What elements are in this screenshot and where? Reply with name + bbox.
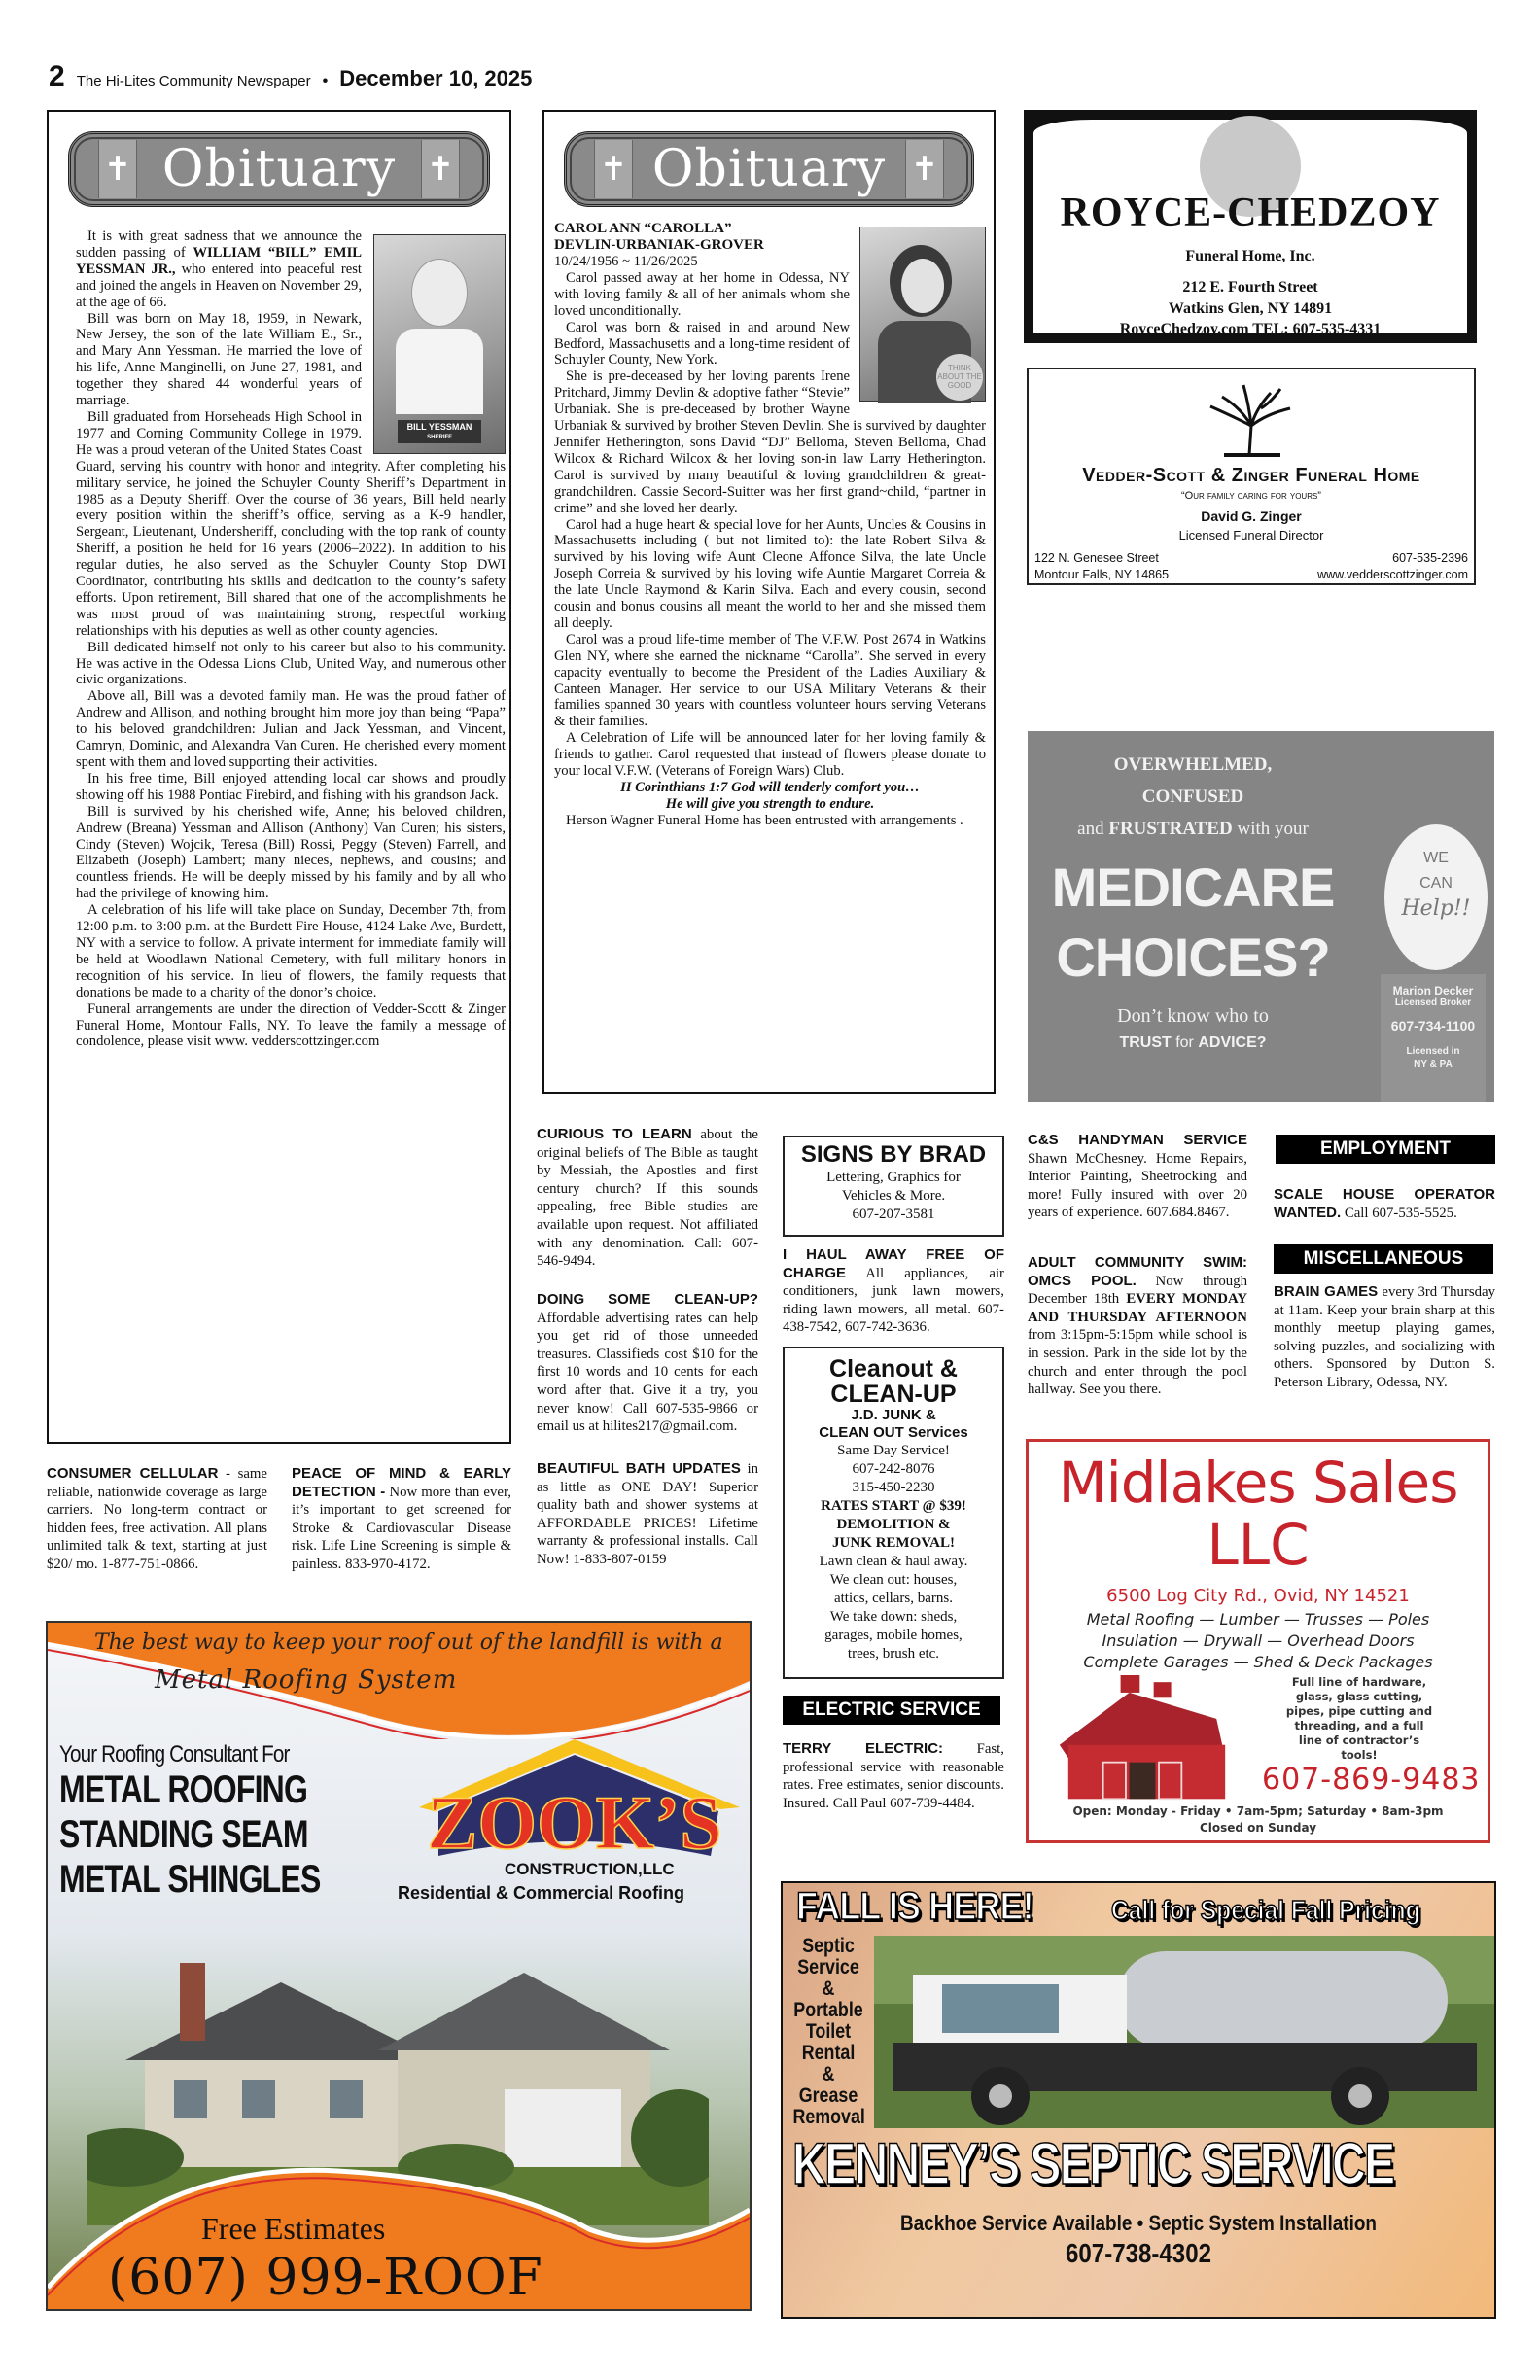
medicare-ad: [1028, 731, 1494, 1102]
phone-number: 607-734-1100: [1390, 1018, 1476, 1033]
phone-number: 607-535-2396: [1392, 551, 1468, 565]
headline-line: CONFUSED: [1141, 787, 1244, 807]
obit-paragraph: Carol had a huge heart & special love for her Aunts, Uncles & Cousins in Massachusetts including ( but not limited to): the late Robert Silva & survived by his loving wife Aunt Cleone Affonce Silva, the late Uncle Joseph Correia & survived by his loving wife Auntie Margaret Correia & the late Uncle Raymond & Karin Silva. Each and every cousin, second cousin and bonus cousins all meant the world to her and she missed them all deeply.: [554, 516, 986, 631]
classified-heading: TERRY ELECTRIC:: [783, 1740, 944, 1757]
nameplate: [398, 420, 481, 443]
question-text: ADVICE?: [1198, 1034, 1267, 1051]
broker-panel: [1381, 974, 1486, 1102]
ad-line: Same Day Service!: [837, 1443, 950, 1458]
obit-paragraph: A Celebration of Life will be announced later for her loving family & friends to gather. Carol requested that instead of flowers please donate to your local V.F.W. (Veterans of Foreign Wars) Club.: [554, 730, 986, 780]
obit-paragraph: Above all, Bill was a devoted family man. He was the proud father of Andrew and Allison, and nothing brought him more joy than being “Papa” to his beloved grandchildren: Julian and Jack Yessman, and Vincent, Camryn, Dominic, and Alexandra Van Curen. He cherished every moment spent with them and loved supporting their activities.: [76, 688, 506, 770]
service-item: Rental: [801, 2042, 856, 2064]
kenneys-footer: [783, 2210, 1494, 2270]
obit-paragraph: Carol was a proud life-time member of The V.F.W. Post 2674 in Watkins Glen NY, where she earned the nickname “Carolla”. She served in every capacity eventually to become the President of the Ladies Auxiliary & Canteen Manager. Her service to our USA Military Veterans & their families spanned 30 years with countless volunteer hours serving Veterans & their families.: [554, 631, 986, 730]
tree-logo-icon: [1203, 379, 1300, 459]
classified-body: EVERY MONDAY AND THURSDAY AFTERNOON: [1028, 1291, 1247, 1325]
classified-body: Now through December 18th: [1028, 1273, 1247, 1308]
obituary-banner: [68, 131, 490, 207]
classified-heading: BEAUTIFUL BATH UPDATES: [537, 1460, 741, 1477]
license-text: Licensed in: [1406, 1046, 1460, 1057]
company-name: CONSTRUCTION,LLC: [505, 1860, 675, 1878]
service-item: Toilet: [805, 2020, 852, 2043]
obit-paragraph: Bill is survived by his cherished wife, Anne; his beloved children, Andrew (Breana) Yessman and Allison (Anthony) Van Curen; his sisters, Cindy (Steven) Wojcik, Teresa (Bill) Rossi, Peggy (Steven) Farrell, and Elizabeth (Joseph) Lambert; many nieces, nephews, and cousins; and countless friends. He will be deeply missed by his family and by all who had the privilege of knowing him.: [76, 803, 506, 902]
headline-text: with your: [1232, 819, 1309, 839]
bubble-text: WE: [1423, 850, 1449, 866]
obit-paragraph: Bill graduated from Horseheads High School in 1977 and Corning Community College in 1979. He was a proud veteran of the United States Coast Guard, serving his country with honor and integrity. After completing his military service, he joined the Schuyler County Sheriff’s Department in 1985 as a Deputy Sheriff. Over the course of 36 years, Bill held nearly every position within the sheriff’s office, serving as a K-9 handler, Sergeant, Lieutenant, Undersheriff, concluding with the top rank of county Sheriff, a position he held for 16 years (2006–2022). In addition to his regular duties, he also served as the Schuyler County Stop DWI Coordinator, contributing his skills and dedication to the county’s safety efforts. Upon retirement, Bill shared that one of the accomplishments he was most proud of was maintaining strong, respectful working relationships with his deputies as well as other county agencies.: [76, 408, 506, 639]
vedder-scott-ad: [1027, 368, 1476, 585]
ad-line: We take down: sheds,: [829, 1609, 958, 1625]
obit-paragraph: In his free time, Bill enjoyed attending local car shows and proudly showing off his 1988 Pontiac Firebird, and fishing with his grandson Jack.: [76, 770, 506, 803]
classified-haul-away: [783, 1246, 1004, 1337]
zooks-construction-ad: [46, 1621, 752, 2311]
classified-brain-games: [1274, 1283, 1495, 1392]
address-line: 212 E. Fourth Street: [1182, 279, 1318, 296]
classified-heading: CURIOUS TO LEARN: [537, 1126, 692, 1142]
midlakes-sales-ad: [1026, 1439, 1490, 1843]
obituary-banner-title: Obituary: [651, 140, 887, 198]
hardware-note: Full line of hardware, glass, glass cutting, pipes, pipe cutting and threading, and a full line of contractor’s tools!: [1285, 1675, 1433, 1762]
phone-number: 607-242-8076: [852, 1461, 935, 1477]
product-list: [1029, 1609, 1488, 1673]
service-item: &: [822, 2063, 835, 2085]
ad-address: [1034, 550, 1169, 583]
jd-junk-ad: [783, 1347, 1004, 1679]
ad-headline: [1028, 749, 1358, 845]
classified-heading: SCALE HOUSE OPERATOR WANTED.: [1274, 1186, 1495, 1221]
ad-title: CLEAN-UP: [830, 1381, 957, 1408]
hours-line: Closed on Sunday: [1199, 1821, 1317, 1835]
bubble-text: Help!!: [1401, 896, 1471, 921]
classified-body: Affordable advertising rates can help you get rid of those unneeded treasures. Classifieds cost $10 for the first 10 words and 10 cents for each word after that. Give it a try, you never know! Call 607-535-9866 or email us at hilites217@gmail.com.: [537, 1310, 758, 1435]
red-barn-image: [1040, 1675, 1244, 1802]
obit-text: It is with great sadness that we announce the sudden passing of: [76, 228, 362, 261]
obit-paragraph: Bill was born on May 18, 1959, in Newark, New Jersey, the son of the late William E., Sr., and Mary Ann Yessman. He married the love of his life, Anne Manginelli, on June 27, 1981, and together they shared 44 wonderful years of marriage.: [76, 310, 362, 409]
company-name: Midlakes Sales: [1058, 1450, 1458, 1516]
ad-line: Lawn clean & haul away.: [819, 1554, 968, 1569]
portrait-photo: [859, 227, 986, 402]
ad-contact: RoyceChedzoy.com TEL: 607-535-4331: [1119, 321, 1382, 337]
ad-tagline: The best way to keep your roof out of the landfill is with a: [94, 1630, 723, 1655]
classified-handyman: [1028, 1132, 1247, 1222]
director-name: David G. Zinger: [1201, 508, 1302, 524]
classified-heading: I HAUL AWAY FREE OF CHARGE: [783, 1246, 1004, 1281]
classified-consumer-cellular: [47, 1465, 267, 1574]
classified-body: All appliances, air conditioners, junk lawn mowers, riding lawn mowers, all metal. 607-438-7542, 607-742-3636.: [783, 1265, 1004, 1336]
classified-body: Fast, professional service with reasonable rates. Free estimates, senior discounts. Insured. Call Paul 607-739-4484.: [783, 1741, 1004, 1811]
obit-paragraph: Funeral arrangements are under the direction of Vedder-Scott & Zinger Funeral Home, Montour Falls, NY. To leave the family a message of condolence, please visit www. vedderscottzinger.com: [76, 1000, 506, 1050]
classified-scale-house: [1274, 1186, 1495, 1222]
ad-line: JUNK REMOVAL!: [832, 1535, 955, 1551]
headline-text: FRUSTRATED: [1108, 819, 1233, 839]
license-info: [1381, 1045, 1486, 1070]
phone-number: 607-869-9483: [1262, 1763, 1481, 1797]
product-line: Complete Garages — Shed & Deck Packages: [1083, 1653, 1433, 1671]
obit-text: who entered into peaceful rest and joined the angels in Heaven on November 29, at the age of 66.: [76, 261, 362, 310]
speech-bubble-icon: [1384, 824, 1488, 970]
ad-line: We clean out: houses,: [829, 1572, 958, 1588]
service-item: METAL SHINGLES: [59, 1858, 321, 1901]
obituary-banner: [564, 131, 974, 207]
obit-paragraph: She is pre-deceased by her loving parents Irene Pritchard, Jimmy Devlin & adoptive father “Stevie” Urbaniak. She is pre-deceased by brother Wayne Urbaniak & survived by brother Steven Devlin. She is survived by daughter Jennifer Hetherington, sons David “DJ” Belloma, Steven Belloma, Chad Wilcox & Richard Wilcox & her loving son-in law Larry Hetherington. Carol is survived by many beautiful & loving grandchildren & great-grandchildren. Cassie Secord-Suitter was her first grand~child, “partner in crime” and she loved her dearly.: [554, 368, 986, 516]
license-text: NY & PA: [1414, 1059, 1452, 1069]
ad-line: DEMOLITION &: [836, 1517, 951, 1532]
classified-body: Now more than ever, it’s important to get screened for Stroke & Cardiovascular Disease risk. Life Line Screening is simple & painless. 833-970-4172.: [292, 1484, 511, 1572]
obit-paragraph: Carol passed away at her home in Odessa, NY with loving family & all of her animals whom she loved unconditionally.: [554, 269, 850, 319]
service-item: Portable: [793, 1999, 863, 2021]
address-line: Montour Falls, NY 14865: [1034, 568, 1170, 581]
classified-body: Shawn McChesney. Home Repairs, Interior Painting, Sheetrocking and more! Fully insured with over 20 years of experience. 607.684.8467.: [1028, 1150, 1247, 1221]
classified-body: every 3rd Thursday at 11am. Keep your brain sharp at this monthly meetup playing games, solving puzzles, and socializing with others. Sponsored by Dutton S. Peterson Library, Odessa, NY.: [1274, 1284, 1495, 1390]
ad-big-text: MEDICARE: [1051, 857, 1335, 918]
page-number: 2: [49, 60, 65, 92]
funeral-home-name: ROYCE-CHEDZOY: [1060, 191, 1441, 235]
phone-number: 607-207-3581: [852, 1207, 935, 1222]
classified-heading: BRAIN GAMES: [1274, 1283, 1379, 1300]
address-line: Watkins Glen, NY 14891: [1168, 300, 1333, 317]
issue-date: December 10, 2025: [339, 66, 533, 90]
broker-title: Licensed Broker: [1394, 998, 1472, 1008]
ad-title: SIGNS BY BRAD: [800, 1141, 987, 1168]
classified-body: - same reliable, nationwide coverage as large carriers. No long-term contract or hidden fees, free activation. All plans unlimited talk & text, starting at just $20/ mo. 1-877-751-0866.: [47, 1466, 267, 1572]
ad-headline: FALL IS HERE!: [796, 1885, 1033, 1928]
ad-subtitle: Residential & Commercial Roofing: [398, 1883, 685, 1903]
page-header: [49, 60, 532, 99]
phone-number: 315-450-2230: [852, 1480, 935, 1495]
ad-line: Lettering, Graphics for: [826, 1170, 961, 1185]
classified-body: about the original beliefs of The Bible as taught by Messiah, the Apostles and first century church? If this sounds appealing, free Bible studies are available upon request. Not affiliated with any denomination. Call: 607-546-9494.: [537, 1127, 758, 1270]
company-name: LLC: [1207, 1512, 1310, 1578]
ad-line: garages, mobile homes,: [824, 1628, 962, 1643]
ad-subtitle: CLEAN OUT Services: [819, 1424, 968, 1441]
obit-paragraph: Herson Wagner Funeral Home has been entrusted with arrangements .: [566, 812, 963, 828]
classified-body: in as little as ONE DAY! Superior quality bath and shower systems at AFFORDABLE PRICES! Lifetime warranty & professional installs. Call Now! 1-833-807-0159: [537, 1461, 758, 1567]
phone-number: (607) 999-ROOF: [108, 2249, 543, 2307]
classified-cleanup: [537, 1291, 758, 1436]
service-item: METAL ROOFING: [59, 1768, 308, 1811]
section-header-employment: EMPLOYMENT: [1276, 1135, 1495, 1164]
ad-title: Cleanout &: [829, 1355, 958, 1382]
product-line: Metal Roofing — Lumber — Trusses — Poles: [1086, 1610, 1430, 1628]
ad-address: [1033, 277, 1467, 320]
ad-subtitle: J.D. JUNK &: [851, 1407, 936, 1423]
obituary-banner-title: Obituary: [161, 140, 397, 198]
classified-curious: [537, 1126, 758, 1271]
classified-heading: ADULT COMMUNITY SWIM: OMCS POOL.: [1028, 1254, 1247, 1289]
ad-tagline: Metal Roofing System: [155, 1665, 458, 1695]
funeral-home-name: Vedder-Scott & Zinger Funeral Home: [1082, 465, 1420, 486]
ad-question: Don’t know who to: [1117, 1005, 1269, 1027]
phone-number: 607-738-4302: [1066, 2238, 1211, 2268]
service-item: Septic: [802, 1935, 855, 1957]
royce-chedzoy-ad: [1024, 110, 1477, 343]
ad-line: RATES START @ $39!: [821, 1498, 966, 1514]
question-text: for: [1171, 1034, 1199, 1051]
headline-text: and: [1077, 819, 1109, 839]
ad-subtitle: Funeral Home, Inc.: [1185, 248, 1315, 264]
deceased-name: WILLIAM “BILL” EMIL YESSMAN JR.,: [76, 244, 362, 277]
scripture-verse: II Corinthians 1:7 God will tenderly comfort you…: [620, 780, 920, 795]
headline-line: [1028, 813, 1358, 845]
classified-heading: C&S HANDYMAN SERVICE: [1028, 1132, 1247, 1148]
section-header-miscellaneous: MISCELLANEOUS: [1274, 1244, 1493, 1274]
nameplate-name: BILL YESSMAN: [406, 422, 472, 432]
classified-terry-electric: [783, 1740, 1004, 1812]
kenneys-septic-ad: [781, 1881, 1496, 2319]
director-title: Licensed Funeral Director: [1178, 528, 1324, 542]
classified-bath: [537, 1460, 758, 1569]
life-dates: 10/24/1956 ~ 11/26/2025: [554, 254, 698, 269]
cross-lily-icon: ✝: [421, 140, 460, 198]
header-separator: •: [322, 73, 329, 89]
ad-question: [1028, 1034, 1358, 1052]
classified-heading: DOING SOME CLEAN-UP?: [537, 1291, 758, 1308]
question-text: TRUST: [1119, 1034, 1172, 1051]
service-item: Removal: [792, 2106, 865, 2128]
ad-address: 6500 Log City Rd., Ovid, NY 14521: [1106, 1586, 1410, 1606]
headline-line: OVERWHELMED,: [1113, 754, 1273, 775]
cross-lily-icon: ✝: [594, 140, 633, 198]
classified-swim: [1028, 1254, 1247, 1399]
zooks-logo-text: ZOOK’S: [427, 1780, 722, 1865]
cross-lily-icon: ✝: [98, 140, 137, 198]
classified-heading: PEACE OF MIND & EARLY DETECTION -: [292, 1465, 511, 1500]
portrait-photo: [373, 234, 506, 454]
classified-body: Call 607-535-5525.: [1341, 1205, 1457, 1221]
classified-peace-of-mind: [292, 1465, 511, 1574]
ad-line: attics, cellars, barns.: [833, 1591, 954, 1606]
ad-contact: [1317, 550, 1468, 583]
bubble-text: CAN: [1419, 875, 1452, 892]
service-item: STANDING SEAM: [59, 1813, 308, 1856]
ad-big-text: CHOICES?: [1056, 927, 1330, 988]
address-line: 122 N. Genesee Street: [1034, 551, 1159, 565]
obit-paragraph: Bill dedicated himself not only to his career but also to his community. He was active in the Odessa Lions Club, United Way, and numerous other civic organizations.: [76, 639, 506, 688]
ad-line: trees, brush etc.: [847, 1646, 940, 1662]
deceased-name: DEVLIN-URBANIAK-GROVER: [554, 237, 764, 253]
ad-line: Vehicles & More.: [841, 1188, 946, 1204]
company-name: KENNEY’S SEPTIC SERVICE: [792, 2131, 1394, 2196]
obituary-yessman: [47, 110, 511, 1444]
obituary-body: [554, 221, 986, 829]
obituary-body: [76, 228, 506, 1050]
free-estimates: Free Estimates: [201, 2211, 386, 2246]
obit-paragraph: Carol was born & raised in and around New Bedford, Massachusetts and a long-time resident of Schuyler County, New York.: [554, 319, 850, 368]
service-item: Grease: [798, 2084, 858, 2107]
face-shape: [411, 259, 468, 327]
product-line: Insulation — Drywall — Overhead Doors: [1102, 1631, 1415, 1650]
deceased-name: CAROL ANN “CAROLLA”: [554, 221, 732, 236]
shirt-shape: [396, 329, 483, 414]
obit-paragraph: A celebration of his life will take place on Sunday, December 7th, from 12:00 p.m. to 3:00 p.m. at the Burdett Fire House, 4124 Lake Ave, Burdett, NY with a service to follow. A private interment for immediate family will be held at Woodlawn National Cemetery, with full military honors in recognition of his service. In lieu of flowers, the family requests that donations be made to a charity of the donor’s choice.: [76, 902, 506, 1000]
ad-subhead: Call for Special Fall Pricing: [1111, 1895, 1420, 1925]
website: www.vedderscottzinger.com: [1317, 568, 1468, 581]
nameplate-title: SHERIFF: [427, 435, 452, 440]
broker-name: Marion Decker: [1392, 984, 1474, 998]
section-header-electric: ELECTRIC SERVICE: [783, 1696, 1000, 1725]
face-shape: [901, 259, 944, 313]
signs-by-brad-ad: [783, 1136, 1004, 1237]
hours-line: Open: Monday - Friday • 7am-5pm; Saturday • 8am-3pm: [1072, 1804, 1444, 1818]
scripture-verse: He will give you strength to endure.: [665, 795, 875, 812]
ad-tagline: “Our family caring for yours”: [1181, 490, 1321, 502]
ad-subtitle: Your Roofing Consultant For: [59, 1741, 290, 1768]
septic-truck-photo: [874, 1936, 1494, 2128]
service-item: &: [822, 1978, 835, 2000]
services-list: [792, 1936, 863, 2128]
cross-lily-icon: ✝: [905, 140, 944, 198]
obituary-devlin: [542, 110, 996, 1094]
ad-services: Backhoe Service Available • Septic System Installation: [899, 2211, 1377, 2235]
service-item: Service: [797, 1956, 859, 1978]
publication-name: The Hi-Lites Community Newspaper: [76, 73, 311, 89]
business-hours: [1029, 1803, 1488, 1837]
classified-body: from 3:15pm-5:15pm while school is in session. Park in the side lot by the church and enter through the pool hallway. See you there.: [1028, 1327, 1247, 1398]
classified-heading: CONSUMER CELLULAR: [47, 1465, 219, 1482]
button-badge: THINK ABOUT THE GOOD: [936, 354, 983, 401]
